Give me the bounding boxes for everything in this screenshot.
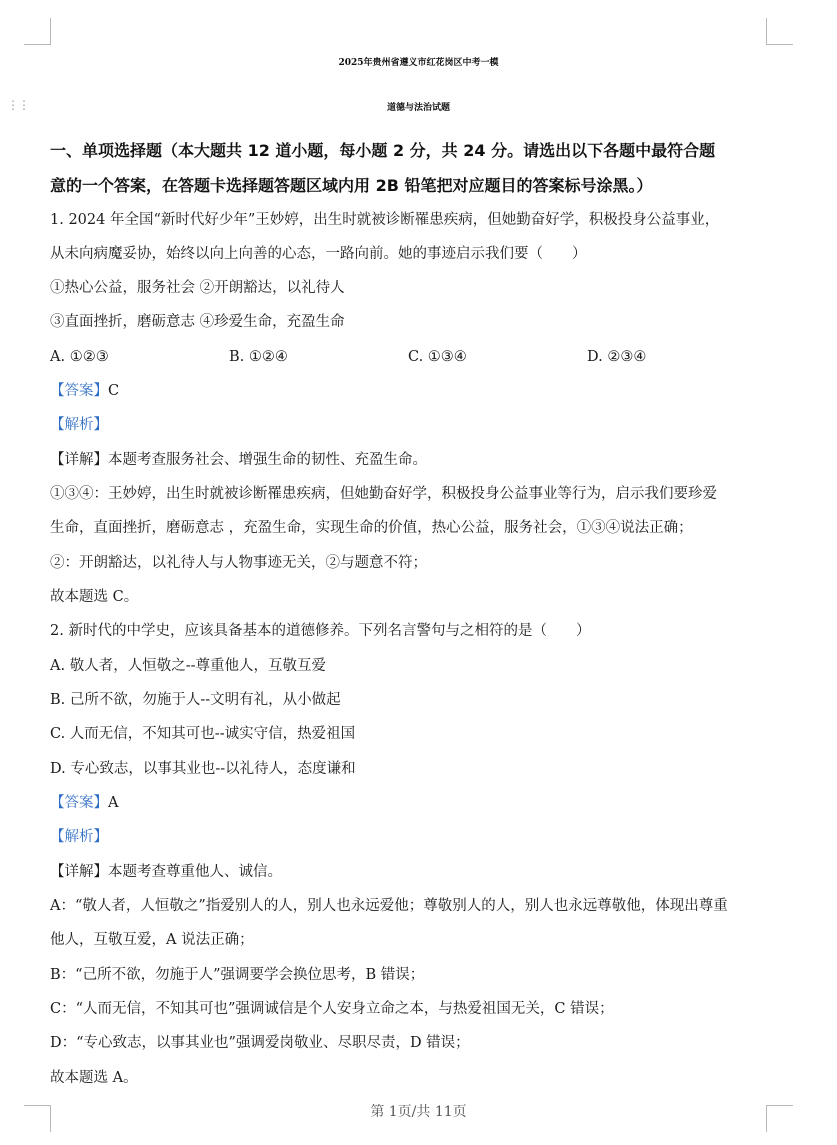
page-subtitle: 道德与法治试题 [386, 103, 450, 113]
q2-answer [50, 793, 118, 813]
q1-detail-text: 本题考查服务社会、增强生命的韧性、充盈生命。 [108, 452, 427, 468]
q2-option-c: C. 人而无信，不知其可也--诚实守信，热爱祖国 [50, 726, 356, 742]
q2-conclusion: 故本题选 A。 [50, 1070, 138, 1086]
q1-conclusion: 故本题选 C。 [50, 589, 139, 605]
q1-stem-line-1: 1. 2024 年全国“新时代好少年”王妙婷，出生时就被诊断罹患疾病，但她勤奋好学，积极投身公益事业， [50, 212, 720, 228]
section-heading-line-2: 意的一个答案，在答题卡选择题答题区域内用 2B 铅笔把对应题目的答案标号涂黑。） [50, 176, 653, 195]
q1-option-b: B. ①②④ [229, 349, 288, 365]
q2-explanation-c: C：“人而无信，不知其可也”强调诚信是个人安身立命之本，与热爱祖国无关，C 错误； [50, 1001, 614, 1017]
q1-answer-tag: 【答案】 [50, 383, 108, 399]
q1-option-c: C. ①③④ [408, 349, 467, 365]
q1-stem-line-2: 从未向病魔妥协，始终以向上向善的心态，一路向前。她的事迹启示我们要（ ） [50, 246, 587, 262]
q1-item-line-2: ③直面挫折，磨砺意志 ④珍爱生命，充盈生命 [50, 314, 345, 330]
q2-answer-value: A [108, 795, 119, 811]
q2-answer-tag: 【答案】 [50, 795, 108, 811]
q1-answer [50, 381, 119, 401]
q2-detail-text: 本题考查尊重他人、诚信。 [108, 864, 282, 880]
q2-explanation-b: B：“己所不欲，勿施于人”强调要学会换位思考，B 错误； [50, 967, 425, 983]
q1-explanation-line-3: ②：开朗豁达，以礼待人与人物事迹无关，②与题意不符； [50, 555, 427, 571]
q1-option-a: A. ①②③ [50, 349, 109, 365]
q1-explanation-line-2: 生命，直面挫折，磨砺意志 ，充盈生命，实现生命的价值，热心公益，服务社会，①③④说法正确； [50, 520, 693, 536]
q1-analysis-tag: 【解析】 [50, 417, 108, 433]
q2-option-a: A. 敬人者，人恒敬之--尊重他人，互敬互爱 [50, 658, 326, 674]
q2-detail [50, 862, 282, 882]
page-corner-top-left [24, 18, 51, 45]
q2-option-d: D. 专心致志，以事其业也--以礼待人，态度谦和 [50, 761, 356, 777]
q1-answer-value: C [108, 383, 120, 399]
q2-explanation-d: D：“专心致志，以事其业也”强调爱岗敬业、尽职尽责，D 错误； [50, 1035, 470, 1051]
page-title: 2025年贵州省遵义市红花岗区中考一模 [338, 58, 499, 68]
q1-option-d: D. ②③④ [587, 349, 647, 365]
q2-explanation-a-line-1: A：“敬人者，人恒敬之”指爱别人的人，别人也永远爱他；尊敬别人的人，别人也永远尊敬他，体现出尊重 [50, 898, 728, 914]
q1-detail-tag: 【详解】 [50, 452, 108, 468]
q2-detail-tag: 【详解】 [50, 864, 108, 880]
q2-option-b: B. 己所不欲，勿施于人--文明有礼，从小做起 [50, 692, 341, 708]
q2-analysis-tag: 【解析】 [50, 829, 108, 845]
q1-item-line-1: ①热心公益，服务社会 ②开朗豁达，以礼待人 [50, 280, 345, 296]
section-heading-line-1: 一、单项选择题（本大题共 12 道小题，每小题 2 分，共 24 分。请选出以下各题中最符合题 [50, 141, 716, 160]
drag-handle-icon[interactable]: ⋮⋮ [7, 98, 29, 112]
q1-explanation-line-1: ①③④：王妙婷，出生时就被诊断罹患疾病，但她勤奋好学，积极投身公益事业等行为，启示我们要珍爱 [50, 486, 717, 502]
q2-stem: 2. 新时代的中学史，应该具备基本的道德修养。下列名言警句与之相符的是（ ） [50, 623, 591, 639]
q2-explanation-a-line-2: 他人，互敬互爱，A 说法正确； [50, 932, 254, 948]
page-corner-top-right [766, 18, 793, 45]
q1-detail [50, 450, 427, 470]
page-number-footer: 第 1页/共 11页 [370, 1104, 467, 1120]
